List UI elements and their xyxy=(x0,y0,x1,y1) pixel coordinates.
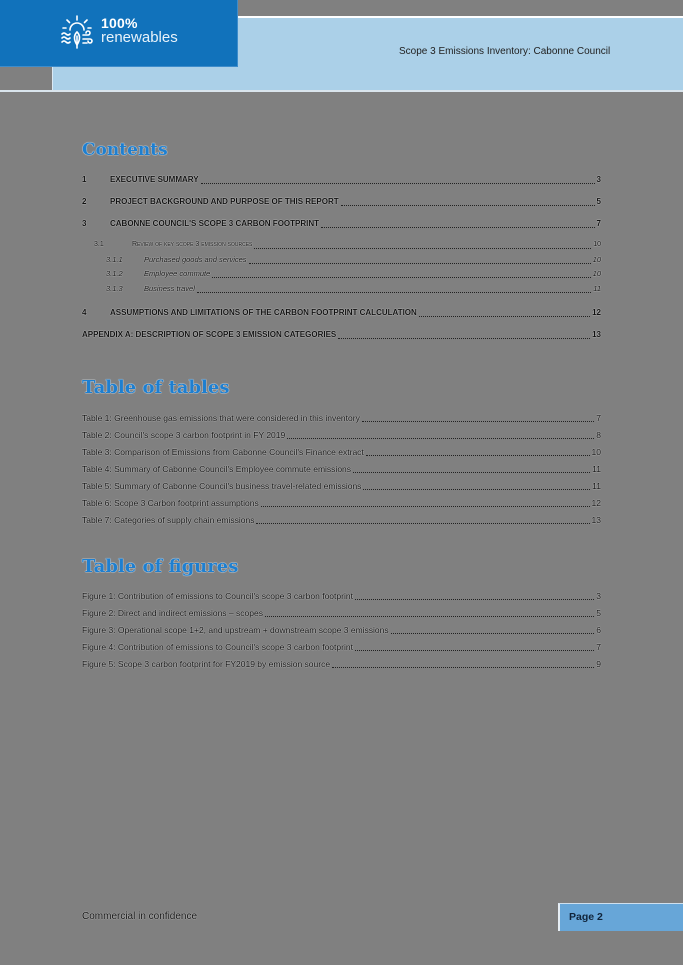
table-of-tables-heading: Table of tables xyxy=(82,377,230,398)
figure-list-entry[interactable] xyxy=(82,590,601,602)
logo-wordmark xyxy=(101,16,178,45)
toc-number: 3.1.2 xyxy=(106,269,123,278)
entry-page: 8 xyxy=(596,430,601,440)
confidentiality-notice: Commercial in confidence xyxy=(82,911,198,922)
toc-page: 5 xyxy=(596,197,601,206)
toc-title: Employee commute xyxy=(144,269,211,278)
toc-entry[interactable] xyxy=(106,254,601,266)
entry-page: 6 xyxy=(596,625,601,635)
table-list-entry[interactable] xyxy=(82,446,601,458)
entry-title: Figure 5: Scope 3 carbon footprint for FY2019 by emission source xyxy=(82,659,331,669)
toc-title: ASSUMPTIONS AND LIMITATIONS OF THE CARBON FOOTPRINT CALCULATION xyxy=(110,308,417,317)
table-list-entry[interactable] xyxy=(82,429,601,441)
entry-title: Figure 2: Direct and indirect emissions – scopes xyxy=(82,608,263,618)
leader-dots xyxy=(265,616,594,617)
entry-page: 12 xyxy=(591,498,601,508)
logo xyxy=(0,0,238,67)
toc-title: APPENDIX A: DESCRIPTION OF SCOPE 3 EMISSION CATEGORIES xyxy=(82,330,337,339)
entry-page: 11 xyxy=(592,481,601,491)
toc-page: 7 xyxy=(596,219,601,228)
leader-dots xyxy=(362,421,594,422)
leader-dots xyxy=(338,338,590,339)
entry-page: 5 xyxy=(596,608,601,618)
entry-page: 7 xyxy=(596,642,601,652)
leader-dots xyxy=(391,633,595,634)
logo-line-1: 100% xyxy=(101,15,138,31)
entry-page: 7 xyxy=(596,413,601,423)
entry-title: Table 4: Summary of Cabonne Council's Employee commute emissions xyxy=(82,464,352,474)
table-list-entry[interactable] xyxy=(82,480,601,492)
leader-dots xyxy=(261,506,590,507)
toc-page: 10 xyxy=(592,269,601,278)
table-of-figures-heading: Table of figures xyxy=(82,556,239,577)
toc-title: PROJECT BACKGROUND AND PURPOSE OF THIS REPORT xyxy=(110,197,339,206)
toc-number: 3.1 xyxy=(94,241,104,248)
entry-page: 3 xyxy=(596,591,601,601)
leader-dots xyxy=(355,599,594,600)
toc-page: 10 xyxy=(592,255,601,264)
header-bottom-rule xyxy=(0,90,683,92)
leader-dots xyxy=(355,650,594,651)
toc-page: 10 xyxy=(593,241,601,248)
entry-page: 9 xyxy=(596,659,601,669)
toc-entry[interactable] xyxy=(106,283,601,295)
leader-dots xyxy=(366,455,590,456)
toc-title: CABONNE COUNCIL'S SCOPE 3 CARBON FOOTPRINT xyxy=(110,219,320,228)
toc-title: Review of key scope 3 emission sources xyxy=(132,241,253,248)
entry-page: 13 xyxy=(591,515,601,525)
toc-number: 4 xyxy=(82,308,87,317)
toc-title: Business travel xyxy=(144,284,195,293)
entry-page: 11 xyxy=(592,464,601,474)
leader-dots xyxy=(363,489,590,490)
toc-number: 3 xyxy=(82,219,87,228)
leader-dots xyxy=(419,316,590,317)
leader-dots xyxy=(212,277,590,278)
leader-dots xyxy=(254,248,591,249)
header-top-strip xyxy=(238,0,683,16)
leader-dots xyxy=(197,292,591,293)
entry-title: Figure 3: Operational scope 1+2, and upstream + downstream scope 3 emissions xyxy=(82,625,389,635)
toc-entry[interactable] xyxy=(82,307,601,319)
figure-list-entry[interactable] xyxy=(82,624,601,636)
contents-heading: Contents xyxy=(82,140,168,160)
entry-title: Table 3: Comparison of Emissions from Cabonne Council's Finance extract xyxy=(82,447,364,457)
toc-page: 13 xyxy=(592,330,601,339)
leader-dots xyxy=(249,263,591,264)
logo-line-2: renewables xyxy=(101,29,178,46)
toc-page: 11 xyxy=(593,284,601,293)
leader-dots xyxy=(353,472,590,473)
entry-title: Table 2: Council's scope 3 carbon footprint in FY 2019 xyxy=(82,430,286,440)
header-corner-block xyxy=(0,67,52,90)
table-list-entry[interactable] xyxy=(82,497,601,509)
toc-title: EXECUTIVE SUMMARY xyxy=(110,175,199,184)
leader-dots xyxy=(256,523,589,524)
leader-dots xyxy=(332,667,594,668)
table-list-entry[interactable] xyxy=(82,514,601,526)
entry-title: Table 6: Scope 3 Carbon footprint assumptions xyxy=(82,498,259,508)
page-number: Page 2 xyxy=(569,911,603,923)
page-number-box xyxy=(558,903,683,931)
figure-list-entry[interactable] xyxy=(82,658,601,670)
toc-entry[interactable] xyxy=(106,268,601,280)
entry-title: Table 5: Summary of Cabonne Council's business travel-related emissions xyxy=(82,481,362,491)
table-list-entry[interactable] xyxy=(82,463,601,475)
toc-entry[interactable] xyxy=(82,218,601,230)
sun-wind-leaf-icon xyxy=(60,14,94,50)
document-title: Scope 3 Emissions Inventory: Cabonne Council xyxy=(399,46,611,57)
entry-title: Table 7: Categories of supply chain emissions xyxy=(82,515,255,525)
entry-title: Figure 1: Contribution of emissions to Council's scope 3 carbon footprint xyxy=(82,591,353,601)
toc-page: 12 xyxy=(592,308,601,317)
toc-number: 3.1.3 xyxy=(106,284,123,293)
entry-title: Table 1: Greenhouse gas emissions that were considered in this inventory xyxy=(82,413,360,423)
figure-list-entry[interactable] xyxy=(82,607,601,619)
figure-list-entry[interactable] xyxy=(82,641,601,653)
leader-dots xyxy=(341,205,595,206)
toc-page: 3 xyxy=(596,175,601,184)
leader-dots xyxy=(287,438,594,439)
leader-dots xyxy=(321,227,595,228)
leader-dots xyxy=(201,183,595,184)
table-list-entry[interactable] xyxy=(82,412,601,424)
toc-title: Purchased goods and services xyxy=(144,255,247,264)
toc-number: 2 xyxy=(82,197,87,206)
toc-number: 1 xyxy=(82,175,87,184)
toc-number: 3.1.1 xyxy=(106,255,123,264)
toc-entry[interactable] xyxy=(94,239,601,251)
toc-entry[interactable] xyxy=(82,174,601,186)
toc-entry[interactable] xyxy=(82,196,601,208)
entry-page: 10 xyxy=(591,447,601,457)
entry-title: Figure 4: Contribution of emissions to Council's scope 3 carbon footprint xyxy=(82,642,353,652)
toc-entry-appendix[interactable] xyxy=(82,329,601,341)
